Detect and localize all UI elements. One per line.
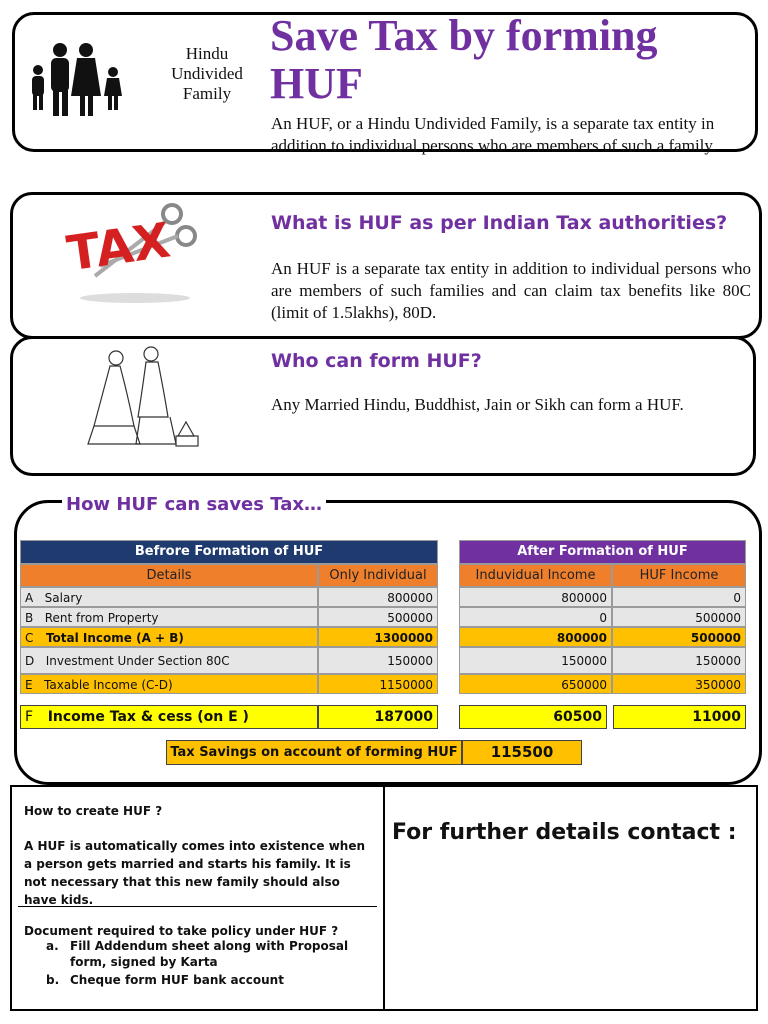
table-row	[20, 647, 318, 674]
docs-title: Document required to take policy under HUF ?	[24, 924, 339, 938]
logo-line: Family	[182, 84, 232, 103]
row-label: Investment Under Section 80C	[45, 654, 230, 668]
tax-individual-income: 60500	[459, 705, 607, 729]
row-label: Total Income (A + B)	[45, 631, 184, 645]
savings-label: Tax Savings on account of forming HUF	[166, 740, 462, 765]
list-marker: b.	[46, 973, 60, 987]
list-marker: a.	[46, 939, 59, 953]
row-code: F	[25, 709, 34, 725]
page-title: Save Tax by forming HUF	[270, 11, 658, 108]
row-label: Rent from Property	[44, 611, 159, 625]
tax-scissors-image	[60, 196, 210, 306]
row-code: A	[25, 591, 34, 605]
row-code: D	[25, 654, 35, 668]
col-details: Details	[20, 564, 318, 587]
cell-only-individual: 800000	[318, 587, 438, 607]
row-code: C	[25, 631, 34, 645]
table-row	[20, 674, 318, 694]
row-code: E	[25, 678, 33, 692]
logo-line: Undivided	[171, 64, 243, 83]
tax-only-individual: 187000	[318, 705, 438, 729]
cell-only-individual: 500000	[318, 607, 438, 627]
cell-individual-income: 800000	[459, 627, 612, 647]
cell-only-individual: 1300000	[318, 627, 438, 647]
col-huf-income: HUF Income	[612, 564, 746, 587]
create-text: A HUF is automatically comes into existence when a person gets married and starts his family. It is not necessary that this new family should also have kids.	[24, 839, 365, 907]
table-row	[20, 607, 318, 627]
tax-row	[20, 705, 318, 729]
create-title: How to create HUF ?	[24, 804, 163, 818]
cell-huf-income: 0	[612, 587, 746, 607]
col-only-individual: Only Individual	[318, 564, 438, 587]
huf-family-logo	[22, 26, 252, 136]
what-is-huf-title: What is HUF as per Indian Tax authorities?	[271, 212, 728, 234]
cell-individual-income: 150000	[459, 647, 612, 674]
family-icon	[22, 36, 132, 126]
cell-huf-income: 500000	[612, 607, 746, 627]
who-can-form-text: Any Married Hindu, Buddhist, Jain or Sikh can form a HUF.	[271, 395, 684, 414]
how-huf-saves-title: How HUF can saves Tax…	[62, 494, 326, 515]
cell-individual-income: 0	[459, 607, 612, 627]
cell-only-individual: 150000	[318, 647, 438, 674]
docs-list	[46, 938, 366, 990]
cell-huf-income: 150000	[612, 647, 746, 674]
cell-huf-income: 350000	[612, 674, 746, 694]
cell-individual-income: 800000	[459, 587, 612, 607]
cell-only-individual: 1150000	[318, 674, 438, 694]
row-code: B	[25, 611, 34, 625]
before-header: Befrore Formation of HUF	[20, 540, 438, 564]
list-item	[46, 972, 366, 988]
tax-huf-income: 11000	[613, 705, 746, 729]
huf-logo-text	[152, 44, 262, 104]
col-individual-income: Induvidual Income	[459, 564, 612, 587]
row-label: Income Tax & cess (on E )	[47, 709, 249, 725]
contact-heading: For further details contact :	[392, 820, 737, 845]
list-item	[46, 938, 366, 970]
intro-text: An HUF, or a Hindu Undivided Family, is a separate tax entity in addition to individual persons who are members of such a family.	[271, 114, 717, 155]
after-header: After Formation of HUF	[459, 540, 746, 564]
row-label: Salary	[44, 591, 83, 605]
what-is-huf-text: An HUF is a separate tax entity in addition to individual persons who are members of such families and can claim tax benefits like 80C (limit of 1.5lakhs), 80D.	[271, 259, 751, 322]
who-can-form-title: Who can form HUF?	[271, 350, 482, 372]
cell-individual-income: 650000	[459, 674, 612, 694]
savings-value: 115500	[462, 740, 582, 765]
vertical-divider	[383, 785, 385, 1011]
table-row	[20, 627, 318, 647]
list-text: Fill Addendum sheet along with Proposal form, signed by Karta	[70, 939, 349, 969]
logo-line: Hindu	[185, 44, 229, 63]
tax-word-art: TAX	[63, 212, 174, 283]
wedding-couple-image	[66, 344, 206, 454]
cell-huf-income: 500000	[612, 627, 746, 647]
row-label: Taxable Income (C-D)	[44, 678, 173, 692]
table-row	[20, 587, 318, 607]
list-text: Cheque form HUF bank account	[70, 973, 284, 987]
